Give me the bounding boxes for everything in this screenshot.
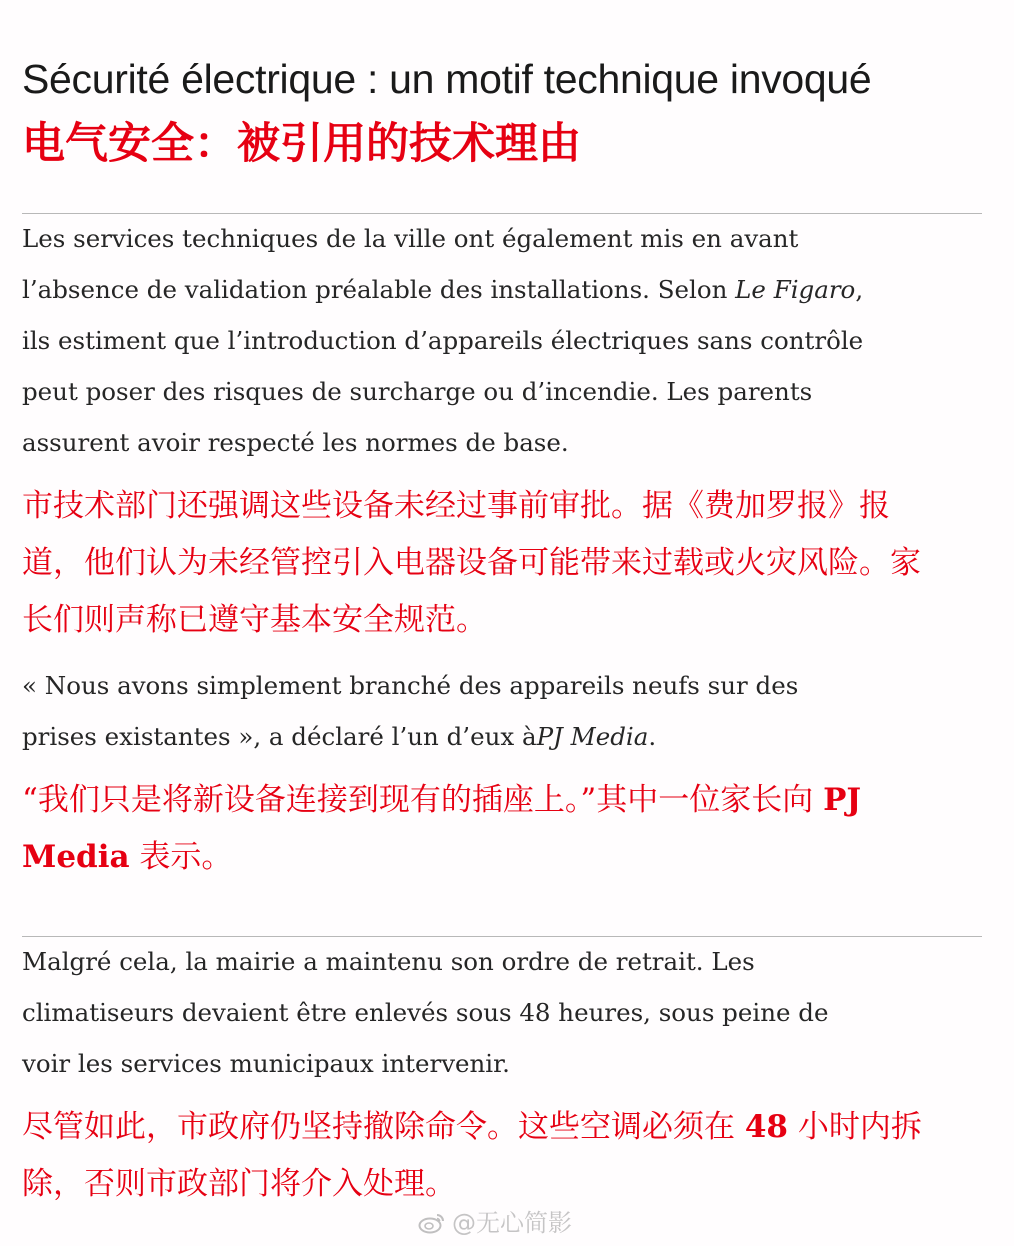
text-line: ils estiment que l’introduction d’appareils électriques sans contrôle: [22, 326, 864, 355]
paragraph-french-3: [22, 936, 982, 1089]
watermark: [418, 1206, 572, 1240]
text-line: 长们则声称已遵守基本安全规范。: [22, 602, 487, 638]
paragraph-chinese-3: [22, 1099, 987, 1213]
text-line: l’absence de validation préalable des installations. Selon Le Figaro,: [22, 275, 864, 304]
weibo-logo-icon: [418, 1212, 446, 1234]
text-line: « Nous avons simplement branché des appareils neufs sur des: [22, 671, 799, 700]
paragraph-french-1: [22, 213, 982, 468]
text-line: climatiseurs devaient être enlevés sous 48 heures, sous peine de: [22, 998, 829, 1027]
text-line: Media 表示。: [22, 839, 233, 875]
text-line: prises existantes », a déclaré l’un d’eux àPJ Media.: [22, 722, 657, 751]
heading-french: Sécurité électrique : un motif technique invoqué: [22, 56, 872, 102]
text-line: Malgré cela, la mairie a maintenu son ordre de retrait. Les: [22, 947, 755, 976]
text-line: voir les services municipaux intervenir.: [22, 1049, 510, 1078]
publication-name: PJ Media: [536, 722, 649, 751]
paragraph-chinese-1: [22, 478, 987, 649]
heading-chinese: 电气安全：被引用的技术理由: [22, 119, 581, 169]
text-line: peut poser des risques de surcharge ou d’incendie. Les parents: [22, 377, 813, 406]
text-line: “我们只是将新设备连接到现有的插座上。”其中一位家长向 PJ: [22, 782, 862, 818]
watermark-text: @无心简影: [452, 1209, 572, 1237]
text-line: 尽管如此，市政府仍坚持撤除命令。这些空调必须在 48 小时内拆: [22, 1109, 922, 1145]
paragraph-french-2: [22, 660, 982, 762]
text-line: assurent avoir respecté les normes de base.: [22, 428, 569, 457]
text-line: 市技术部门还强调这些设备未经过事前审批。据《费加罗报》报: [22, 488, 890, 524]
text-line: 除，否则市政部门将介入处理。: [22, 1166, 456, 1202]
text-line: 道，他们认为未经管控引入电器设备可能带来过载或火灾风险。家: [22, 545, 921, 581]
paragraph-chinese-2: [22, 772, 987, 886]
text-line: Les services techniques de la ville ont également mis en avant: [22, 224, 799, 253]
publication-name: Le Figaro: [735, 275, 856, 304]
